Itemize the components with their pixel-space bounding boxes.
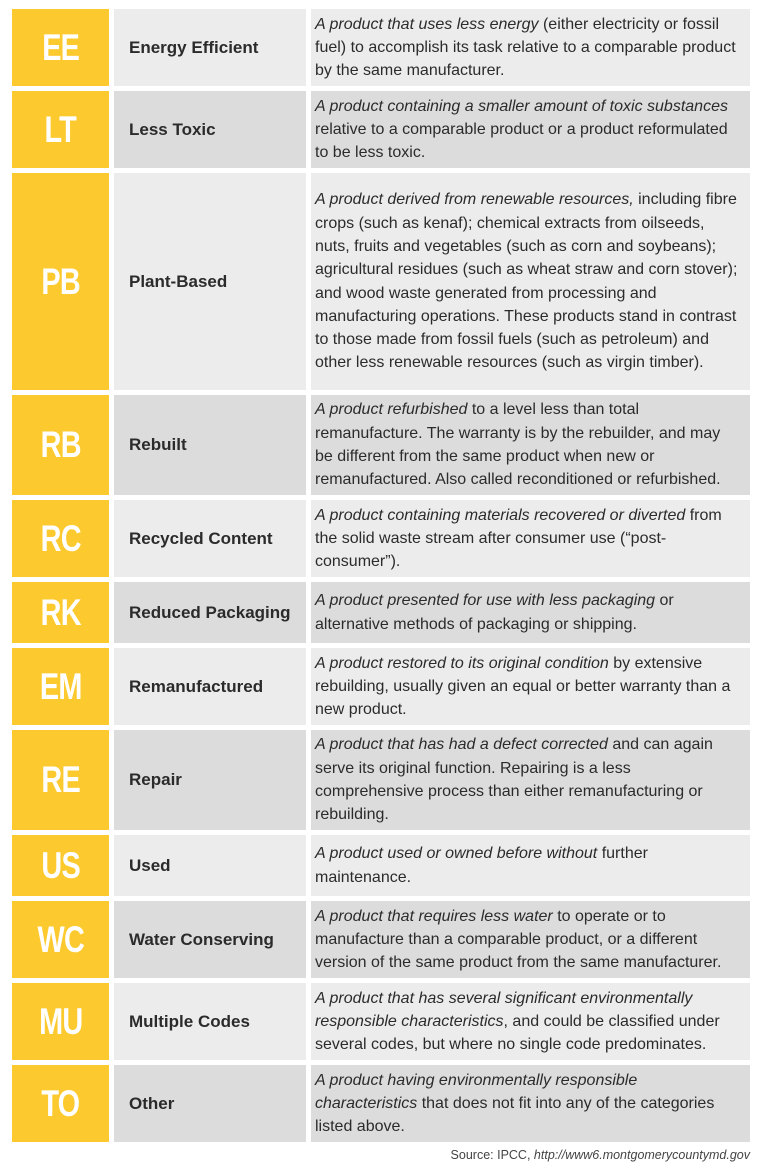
code-badge: EE: [12, 9, 109, 86]
code-name: Water Conserving: [114, 901, 306, 978]
code-name: Used: [114, 835, 306, 896]
code-badge: EM: [12, 648, 109, 725]
code-name: Rebuilt: [114, 395, 306, 495]
source-label: Source: IPCC,: [450, 1148, 531, 1162]
code-badge: MU: [12, 983, 109, 1060]
table-row: [12, 730, 750, 830]
table-row: [12, 500, 750, 577]
code-description: A product derived from renewable resources, including fibre crops (such as kenaf); chemical extracts from oilseeds, nuts, fruits and vegetables (such as corn and soybeans); agricultural residues (such as wheat straw and corn stover); and wood waste generated from processing and manufacturing operations. These products stand in contrast to those made from fossil fuels (such as petroleum) and other less renewable resources (such as virgin timber).: [311, 173, 750, 390]
code-name: Other: [114, 1065, 306, 1142]
source-credit: [451, 1148, 750, 1162]
table-row: [12, 901, 750, 978]
code-badge: RE: [12, 730, 109, 830]
code-description: A product that uses less energy (either electricity or fossil fuel) to accomplish its task relative to a comparable product by the same manufacturer.: [311, 9, 750, 86]
table-row: [12, 835, 750, 896]
code-description: A product containing a smaller amount of toxic substances relative to a comparable product or a product reformulated to be less toxic.: [311, 91, 750, 168]
code-description: A product containing materials recovered or diverted from the solid waste stream after consumer use (“post-consumer”).: [311, 500, 750, 577]
table-row: [12, 395, 750, 495]
code-name: Reduced Packaging: [114, 582, 306, 643]
code-name: Remanufactured: [114, 648, 306, 725]
code-badge: TO: [12, 1065, 109, 1142]
code-name: Multiple Codes: [114, 983, 306, 1060]
code-name: Plant-Based: [114, 173, 306, 390]
code-description: A product presented for use with less packaging or alternative methods of packaging or shipping.: [311, 582, 750, 643]
table-row: [12, 648, 750, 725]
table-row: [12, 1065, 750, 1142]
code-description: A product used or owned before without further maintenance.: [311, 835, 750, 896]
code-description: A product restored to its original condition by extensive rebuilding, usually given an equal or better warranty than a new product.: [311, 648, 750, 725]
code-description: A product that has had a defect corrected and can again serve its original function. Repairing is a less comprehensive process than either remanufacturing or rebuilding.: [311, 730, 750, 830]
code-badge: RB: [12, 395, 109, 495]
table-row: [12, 9, 750, 86]
code-badge: RC: [12, 500, 109, 577]
table-row: [12, 582, 750, 643]
code-description: A product that requires less water to operate or to manufacture than a comparable product, or a different version of the same product from the same manufacturer.: [311, 901, 750, 978]
code-badge: RK: [12, 582, 109, 643]
source-url: http://www6.montgomerycountymd.gov: [533, 1148, 750, 1162]
table-row: [12, 983, 750, 1060]
code-badge: PB: [12, 173, 109, 390]
code-description: A product refurbished to a level less than total remanufacture. The warranty is by the rebuilder, and may be different from the same product when new or remanufactured. Also called reconditioned or refurbished.: [311, 395, 750, 495]
table-row: [12, 173, 750, 390]
code-badge: LT: [12, 91, 109, 168]
code-badge: WC: [12, 901, 109, 978]
code-name: Energy Efficient: [114, 9, 306, 86]
code-description: A product having environmentally responsible characteristics that does not fit into any of the categories listed above.: [311, 1065, 750, 1142]
code-name: Repair: [114, 730, 306, 830]
code-badge: US: [12, 835, 109, 896]
code-name: Recycled Content: [114, 500, 306, 577]
table-row: [12, 91, 750, 168]
code-description: A product that has several significant environmentally responsible characteristics, and could be classified under several codes, but where no single code predominates.: [311, 983, 750, 1060]
code-name: Less Toxic: [114, 91, 306, 168]
